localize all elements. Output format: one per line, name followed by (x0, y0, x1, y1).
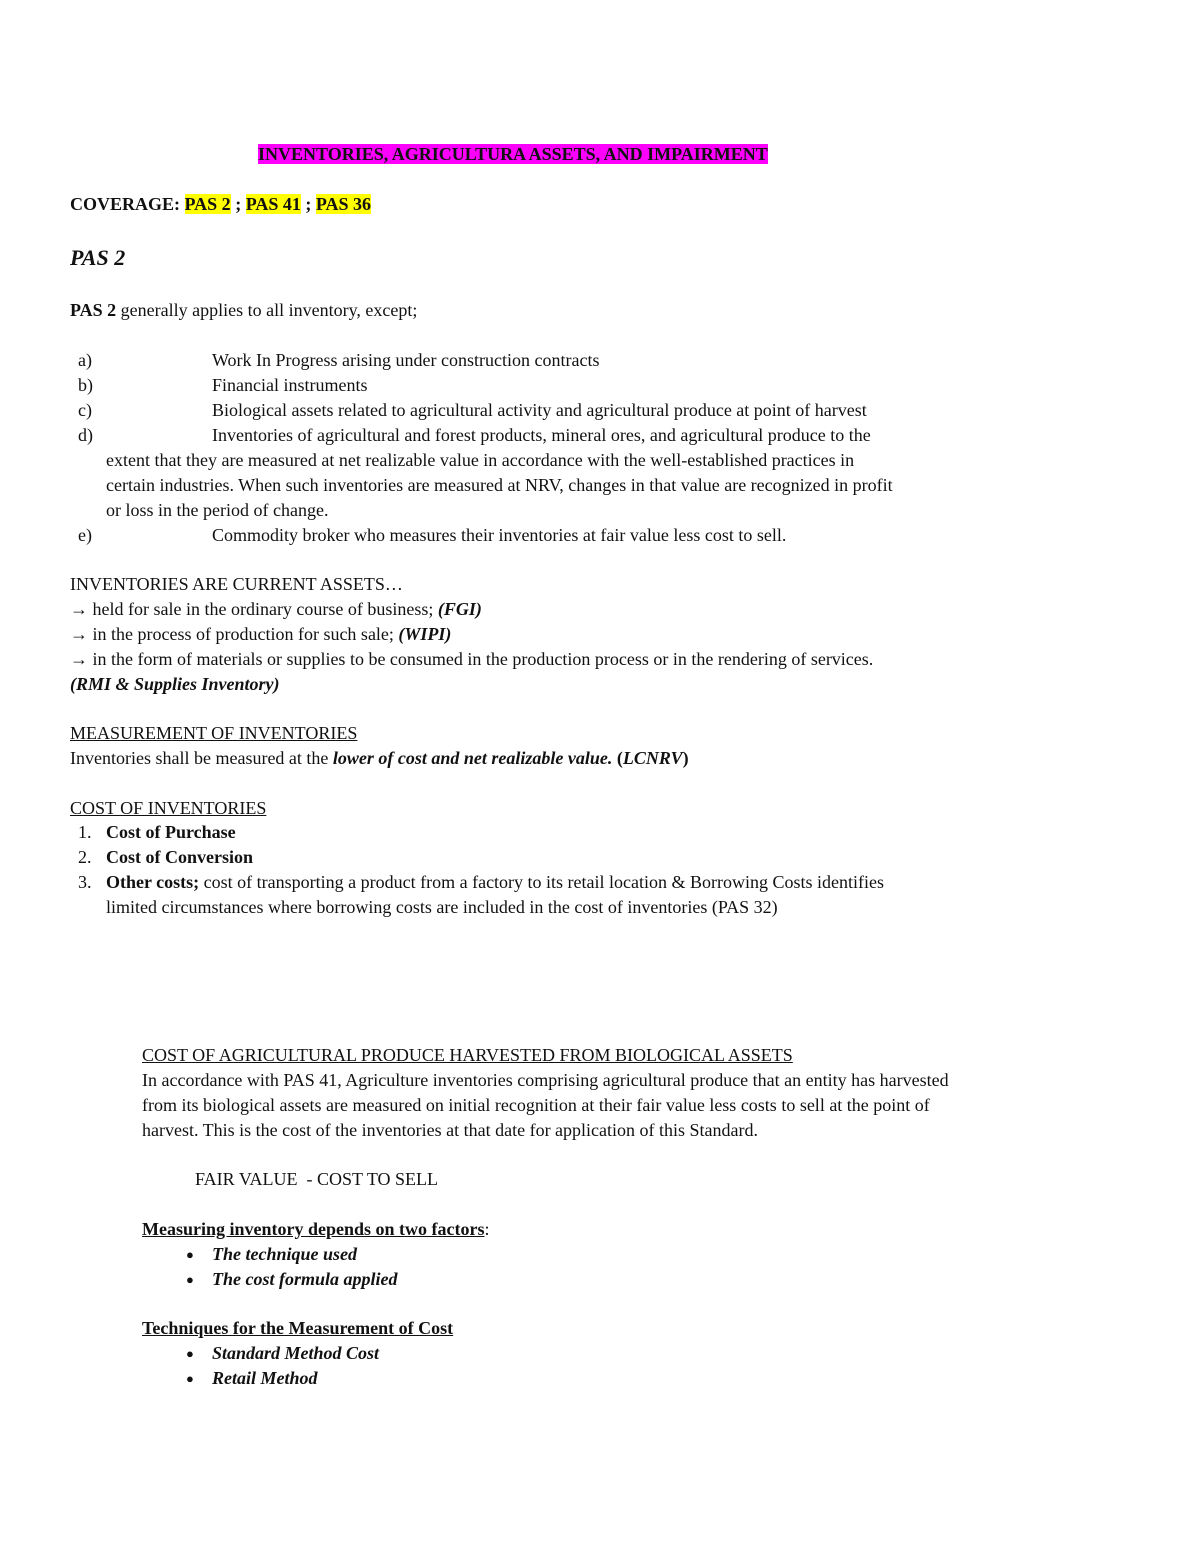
coverage-item-pas41: PAS 41 (245, 194, 301, 214)
exception-text: Biological assets related to agricultural activity and agricultural produce at point of harvest (212, 400, 867, 420)
page-title-text: INVENTORIES, AGRICULTURA ASSETS, AND IMPAIRMENT (258, 144, 768, 164)
exception-marker: b) (78, 375, 93, 395)
exception-text: Commodity broker who measures their inventories at fair value less cost to sell. (212, 525, 787, 545)
current-assets-item (70, 647, 873, 672)
measurement-tag: LCNRV (622, 748, 683, 768)
measurement-text-plain: Inventories shall be measured at the (70, 748, 333, 768)
cost-item-continuation: limited circumstances where borrowing costs are included in the cost of inventories (PAS 32) (106, 897, 778, 917)
exception-marker: a) (78, 350, 92, 370)
technique-item: Standard Method Cost (212, 1343, 380, 1363)
current-assets-item-text: in the form of materials or supplies to be consumed in the production process or in the rendering of services. (88, 649, 874, 669)
arrow-icon: → (70, 599, 88, 619)
cost-item-bold: Cost of Purchase (106, 822, 236, 842)
exception-marker: d) (78, 425, 93, 445)
coverage-item-pas2: PAS 2 (184, 194, 231, 214)
measuring-factors-heading-line (142, 1217, 490, 1242)
list-number: 3. (78, 872, 92, 892)
cost-item (106, 870, 884, 895)
techniques-heading: Techniques for the Measurement of Cost (142, 1318, 454, 1338)
bullet-icon: ● (186, 1247, 194, 1262)
arrow-icon: → (70, 649, 88, 669)
current-assets-item-text: in the process of production for such sale; (88, 624, 399, 644)
measurement-paren-close: ) (682, 748, 689, 768)
exception-marker: c) (78, 400, 92, 420)
cost-item-rest: cost of transporting a product from a factory to its retail location & Borrowing Costs identifies (199, 872, 885, 892)
exception-continuation: extent that they are measured at net realizable value in accordance with the well-established practices in (106, 450, 855, 470)
measurement-text (70, 746, 689, 771)
agri-produce-heading: COST OF AGRICULTURAL PRODUCE HARVESTED FROM BIOLOGICAL ASSETS (142, 1045, 793, 1065)
fair-value-formula: FAIR VALUE - COST TO SELL (195, 1169, 439, 1189)
list-number: 1. (78, 822, 92, 842)
measurement-text-emph: lower of cost and net realizable value. (332, 748, 613, 768)
coverage-separator: ; (305, 194, 312, 214)
current-assets-item (70, 622, 451, 647)
technique-item: Retail Method (212, 1368, 318, 1388)
measurement-paren-open: ( (612, 748, 623, 768)
measurement-heading: MEASUREMENT OF INVENTORIES (70, 723, 358, 743)
coverage-separator: ; (235, 194, 242, 214)
pas2-intro (70, 298, 417, 323)
exception-marker: e) (78, 525, 92, 545)
exception-text: Inventories of agricultural and forest products, mineral ores, and agricultural produce to the (212, 425, 871, 445)
exception-continuation: or loss in the period of change. (106, 500, 329, 520)
exception-continuation: certain industries. When such inventories are measured at NRV, changes in that value are recognized in profit (106, 475, 893, 495)
coverage-line (70, 192, 371, 217)
agri-produce-line: harvest. This is the cost of the inventories at that date for application of this Standard. (142, 1120, 759, 1140)
bullet-icon: ● (186, 1272, 194, 1287)
pas2-heading: PAS 2 (70, 245, 126, 270)
measuring-factor-item: The technique used (212, 1244, 358, 1264)
current-assets-item-text: held for sale in the ordinary course of business; (88, 599, 438, 619)
current-assets-last-tag: (RMI & Supplies Inventory) (70, 674, 280, 694)
cost-inventories-heading: COST OF INVENTORIES (70, 798, 267, 818)
measuring-factors-heading: Measuring inventory depends on two factors (142, 1219, 485, 1239)
cost-item-bold: Other costs; (106, 872, 200, 892)
current-assets-tag: (WIPI) (398, 624, 452, 644)
exception-text: Work In Progress arising under construction contracts (212, 350, 600, 370)
list-number: 2. (78, 847, 92, 867)
agri-produce-line: In accordance with PAS 41, Agriculture inventories comprising agricultural produce that an entity has harvested (142, 1070, 949, 1090)
coverage-item-pas36: PAS 36 (315, 194, 372, 214)
measuring-factors-colon: : (484, 1219, 490, 1239)
agri-produce-line: from its biological assets are measured on initial recognition at their fair value less costs to sell at the point of (142, 1095, 930, 1115)
measuring-factor-item: The cost formula applied (212, 1269, 398, 1289)
current-assets-tag: (FGI) (437, 599, 482, 619)
cost-item-bold: Cost of Conversion (106, 847, 253, 867)
arrow-icon: → (70, 624, 88, 644)
current-assets-item (70, 597, 482, 622)
coverage-label: COVERAGE: (70, 194, 181, 214)
exception-text: Financial instruments (212, 375, 368, 395)
page-title (258, 142, 768, 167)
pas2-intro-rest: generally applies to all inventory, except; (116, 300, 418, 320)
current-assets-heading: INVENTORIES ARE CURRENT ASSETS… (70, 574, 403, 594)
bullet-icon: ● (186, 1346, 194, 1361)
bullet-icon: ● (186, 1371, 194, 1386)
pas2-intro-bold: PAS 2 (70, 300, 117, 320)
